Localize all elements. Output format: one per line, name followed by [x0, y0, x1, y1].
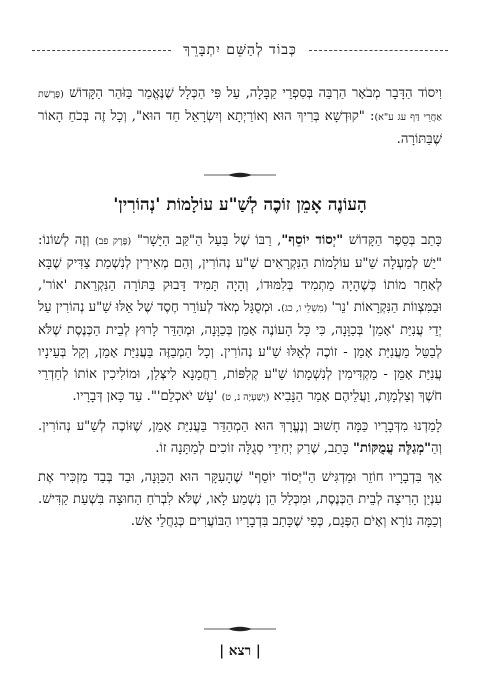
running-header [32, 40, 448, 60]
page-body [38, 83, 442, 540]
book-name-yesod-yosef: "יְסוֹד יוֹסֵף" [281, 233, 344, 248]
para1-e: 'עָשׁ יֹאכְלֵם'". עַד כָּאן דְּבָרָיו. [72, 389, 222, 404]
intro-text-a: וִיסוֹד הַדָּבָר מְבֹאָר הַרְבֵּה בְּסִפְרֵי קַבָּלָה, עַל פִּי הַכְּלָל שֶׁנֶּאֱמַר בַּזֹּהַר הַקָּדוֹשׁ [69, 86, 442, 101]
source-ref-perek: (פֶּרֶק פב) [95, 236, 132, 247]
para1-a: כָּתַב בְּסֵפֶר הַקָּדוֹשׁ [343, 233, 442, 248]
source-ref-yeshayahu: (יְשַׁעְיָה נ, ט) [221, 392, 270, 403]
para3-text: אַךְ בִּדְבָרָיו חוֹזֵר וּמַדְגִּישׁ הַ"יְּסוֹד יוֹסֵף" שֶׁהָעִקָּר הוּא הַכַּוָּנָה, וּבַד בְּבַד מַזְכִּיר אֶת עִנְיַן הָרִיצָה לְבֵית הַכְּנֶסֶת, וּמִכְּלַל הֵן נִשְׁמַע לָאו, שֶׁלֹּא לִבְרֹחַ הַחוּצָה בִּשְׁעַת קַדִּישׁ. וְכַמָּה נוֹרָא וְאָיֹם הַפְּגָם, כְּפִי שֶׁכָּתַב בִּדְבָרָיו הַבּוֹעֲרִים כְּגַחֲלֵי אֵשׁ. [38, 470, 442, 529]
header-rule-left [32, 50, 171, 51]
paragraph-yesod-yosef [38, 230, 442, 409]
para2-a: לָמַדְנוּ מִדְּבָרָיו כַּמָּה חָשׁוּב וְנֶעֱרָךְ הוּא הַמְהַדֵּר בַּעֲנִיַּת אָמֵן, שֶׁזּוֹכֶה לְשַׁ"ע נְהוֹרִין. וְהַ [38, 419, 442, 456]
ornament-divider [204, 170, 276, 180]
intro-text-b: : "קוּדְשָׁא בְּרִיךְ הוּא וְאוֹרַיְתָא וְיִשְׂרָאֵל חַד הוּא", וְכָל זֶה בְּכֹחַ הָאוֹר שֶׁבַּתּוֹרָה. [38, 109, 442, 147]
ornament-divider-bottom [204, 619, 276, 629]
paragraph-megaleh-amukot [38, 416, 442, 460]
para1-c: וְזֶה לְשׁוֹנוֹ: "יֵשׁ לְמַעְלָה שַׁ"ע עוֹלָמוֹת הַנִּקְרָאִים שַׁ"ע נְהוֹרִין, וְהֵם מְאִירִין לְנִשְׁמַת צַדִּיק שֶׁבָּא לְאַחַר מוֹתוֹ כְּשֶׁהָיָה מַתְמִיד בְּלִמּוּדוֹ, וְהָיָה תָּמִיד דָּבוּק בַּתּוֹרָה הַנִּקְרֵאת 'אוֹר', וּבַמִּצְווֹת הַנִּקְרָאוֹת 'נֵר' [38, 233, 442, 315]
para1-b: , רַבּוֹ שֶׁל בַּעַל הַ"קַּב הַיָּשָׁר" [131, 233, 282, 248]
intro-paragraph [38, 83, 442, 151]
source-ref-mishlei: (מִשְׁלֵי ו, כג) [281, 303, 328, 314]
para1-d: . וּמְסֻגָּל מְאֹד לְעוֹרֵר חֶסֶד שֶׁל אֵלּוּ שַׁ"ע נְהוֹרִין עַל יְדֵי עֲנִיַּת 'אָמֵן' בְּכַוָּנָה, כִּי כָּל הָעוֹנֶה אָמֵן בְּכַוָּנָה, וּמְהַדֵּר לָרוּץ לְבֵית הַכְּנֶסֶת שֶׁלֹּא לְבַטֵּל מֵעֲנִיַּת אָמֵן - זוֹכֶה לְאֵלּוּ שַׁ"ע נְהוֹרִין. וְכָל הַמְבַזֶּה בַּעֲנִיַּת אָמֵן, וְקַל בְּעֵינָיו עֲנִיַּת אָמֵן - מַקְדִּימִין לְנִשְׁמָתוֹ שַׁ"ע קְלִפּוֹת, רַחֲמָנָא לִיצְּלַן, וּמוֹלִיכִין אוֹתוֹ לְחַדְרֵי חֹשֶׁךְ וְצַלְמָוֶת, וַעֲלֵיהֶם אָמַר הַנָּבִיא [38, 300, 442, 404]
intro-source-ref: (פָּרָשַׁת אַחֲרֵי דַּף עג ע"א) [38, 89, 443, 123]
paragraph-kavanah [38, 467, 442, 533]
book-name-megaleh-amukot: "מְגַלֶּה עֲמֻקּוֹת" [353, 441, 432, 456]
section-title: הָעוֹנֶה אָמֵן זוֹכֶה לְשַׁ"ע עוֹלָמוֹת 'נְהוֹרִין' [113, 195, 367, 215]
page-number: | רצא | [219, 643, 261, 659]
header-rule-right [309, 50, 448, 51]
para2-b: כָּתַב, שֶׁרַק יְחִידֵי סְגֻלָּה זוֹכִים לְמַתָּנָה זוֹ. [155, 441, 354, 456]
running-header-title: כְּבוֹד לְהַשֵּׁם יִתְבָּרֵךְ [183, 41, 297, 58]
